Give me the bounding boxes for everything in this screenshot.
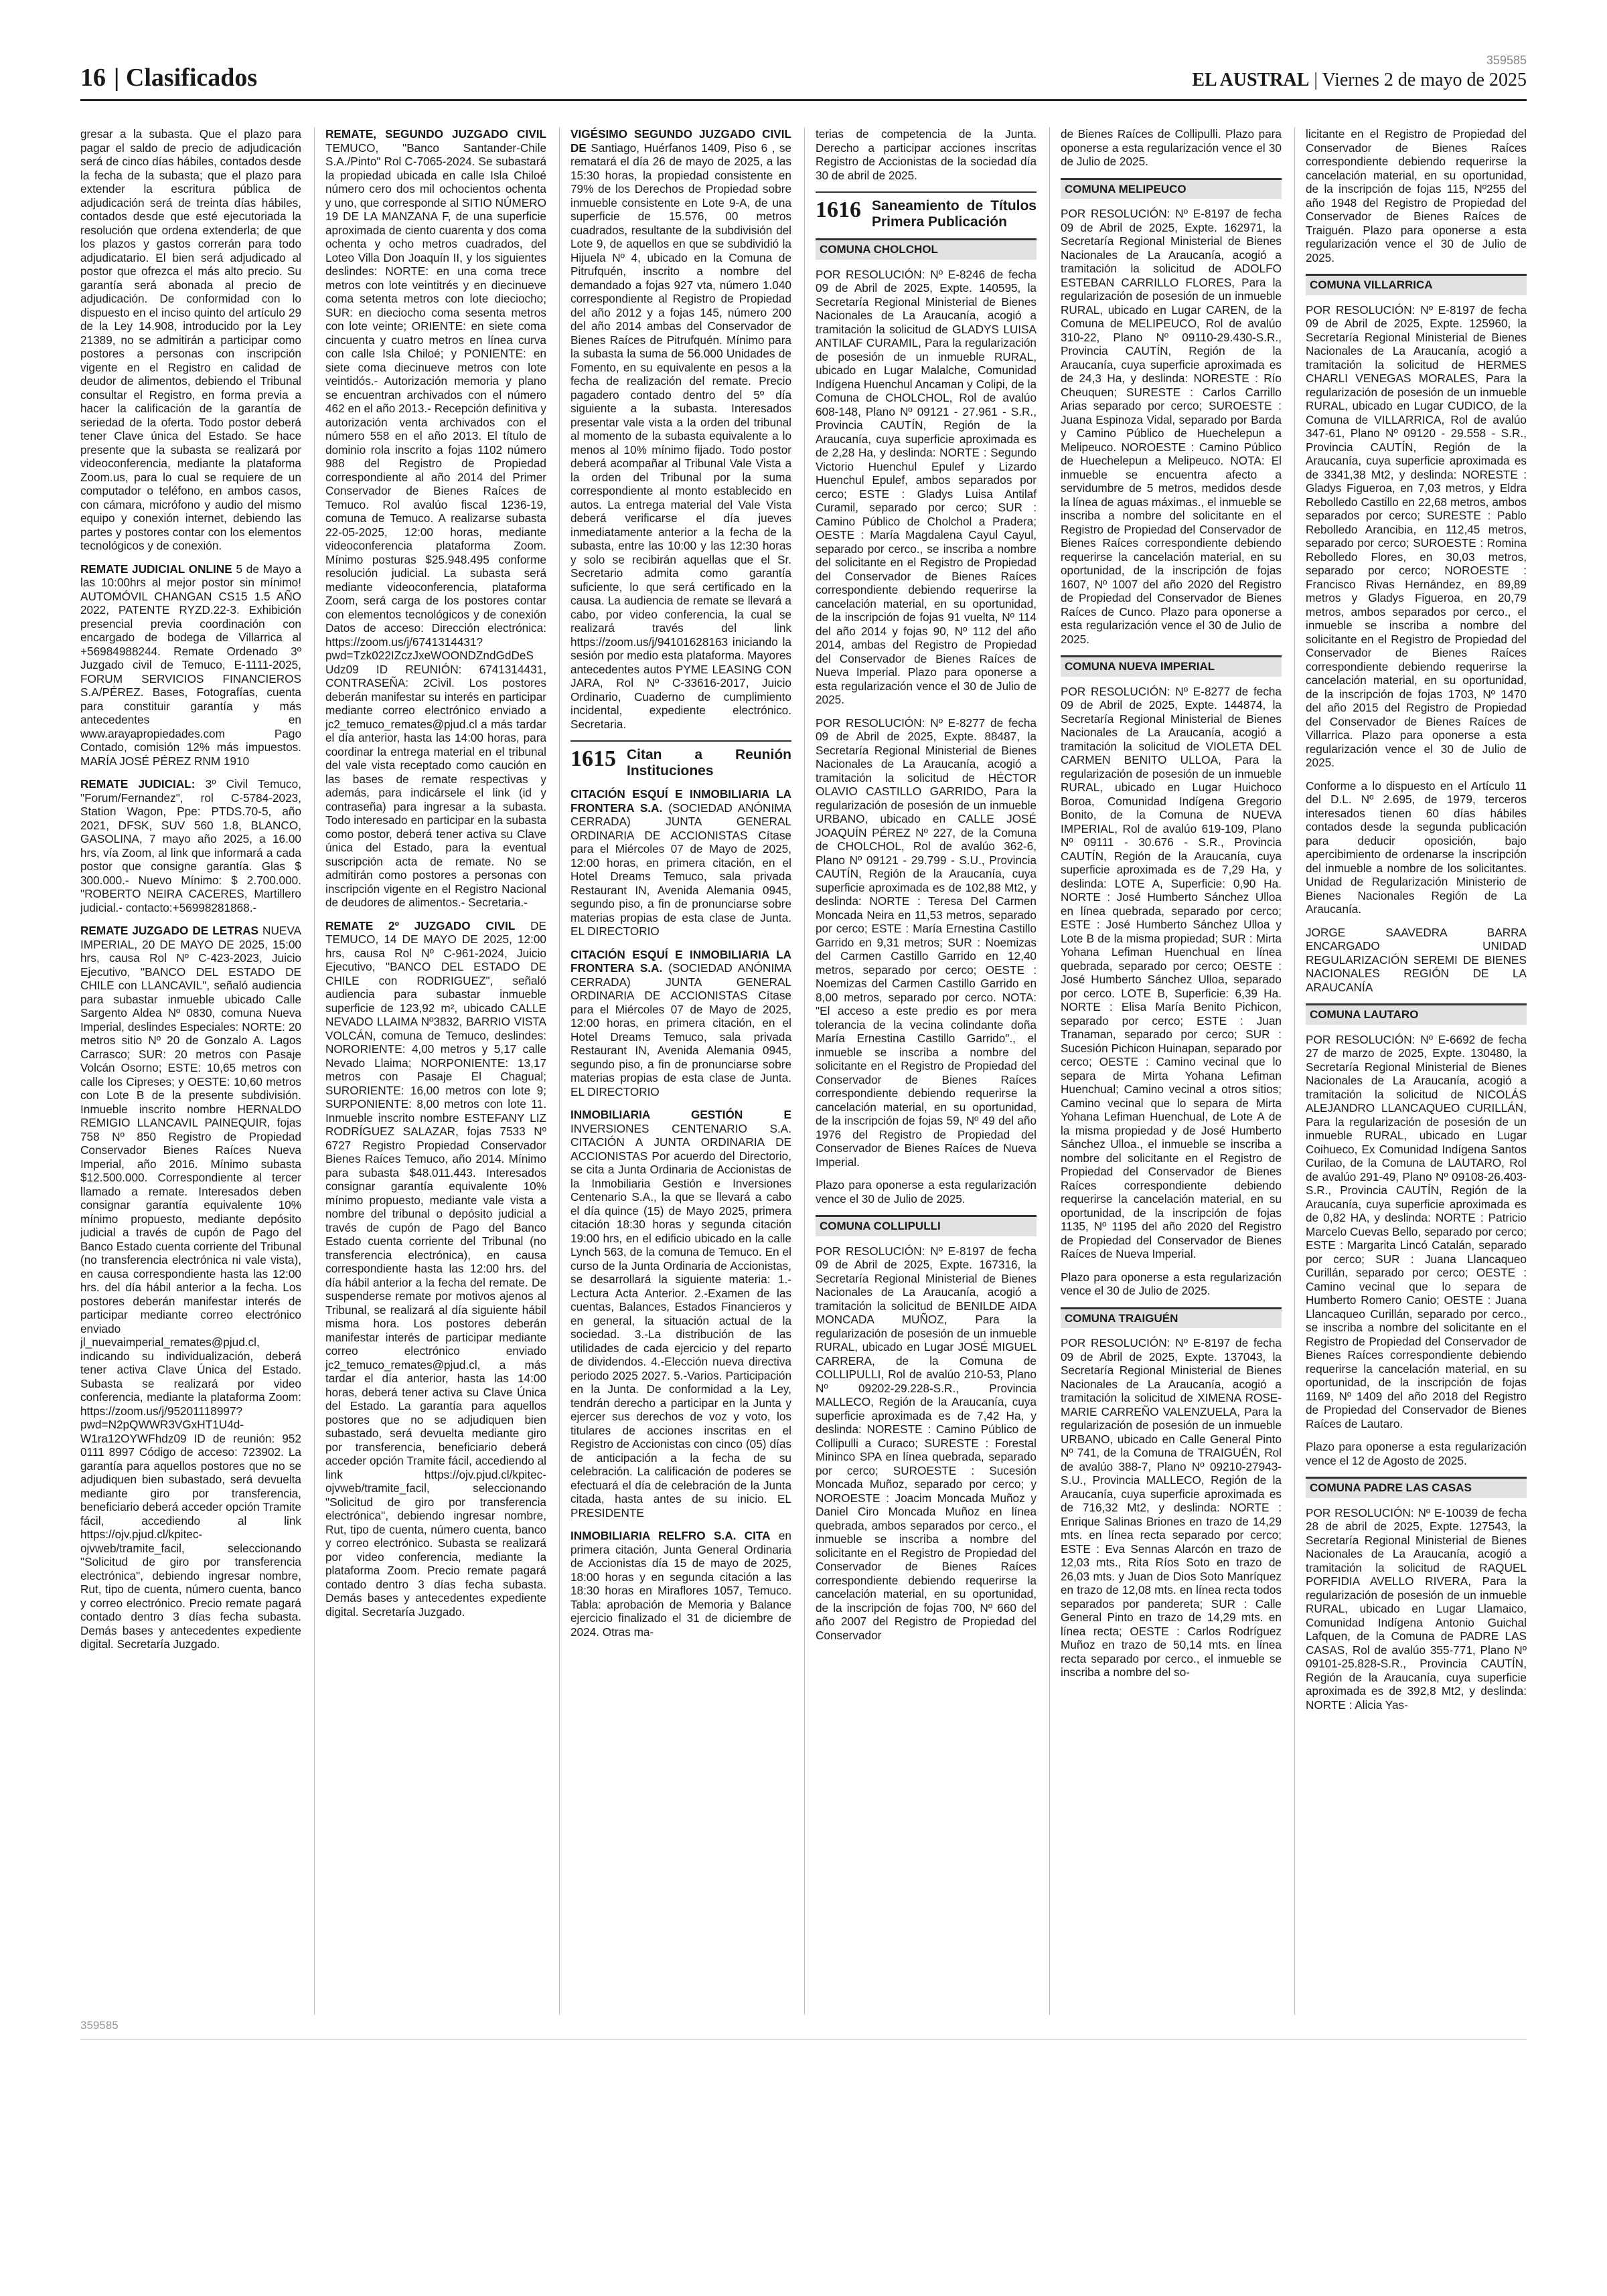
ad-body: 5 de Mayo a las 10:00hrs al mejor postor sin mínimo! AUTOMÓVIL CHANGAN CS15 1.5 AÑO 2022, PATENTE RYZD.22-3. Exhibición presencial previa coordinación con encargado de bodega de Villarrica al +56984988244. Remate Ordenado 3º Juzgado civil de Temuco, E-1111-2025, FORUM SERVICIOS FINANCIEROS S.A/PÉREZ. Bases, Fotografías, cuenta para constituir garantía y más antecedentes en www.arayapropiedades.com Pago Contado, comisión 12% más impuestos. MARÍA JOSÉ PÉREZ RNM 1910 <box>80 562 301 768</box>
column-2 <box>325 127 546 2015</box>
notice-text: POR RESOLUCIÓN: Nº E-8197 de fecha 09 de Abril de 2025, Expte. 162971, la Secretaría Regional Ministerial de Bienes Nacionales de La Araucanía, acogió a tramitación la solicitud de ADOLFO ESTEBAN CARRILLO FLORES, Para la regularización de posesión de un inmueble RURAL, ubicado en Lugar CAREN, de la Comuna de MELIPEUCO, Rol de avalúo 310-22, Plano Nº 09110-29.430-S.R., Provincia CAUTÍN, Región de la Araucanía, cuya superficie aproximada es de 24,3 Ha, y deslinda: NORESTE : Río Cheuquen; SURESTE : Carlos Carrillo Arias separado por cerco; SUROESTE : Juana Espinoza Vidal, separado por Barda y Camino Público de Huechelepun a Melipeuco. NOROESTE : Camino Público de Huechelepun a Melipeuco. NOTA: El inmueble se encuentra afecto a servidumbre de 5 metros, medidos desde la línea de aguas máximas., el inmueble se inscriba a nombre del solicitante en el Registro de Propiedad del Conservador de Bienes Raíces correspondiente debiendo requerirse la cancelación material, en su oportunidad, de la inscripción de fojas 1607, Nº 1007 del año 2020 del Registro de Propiedad del Conservador de Bienes Raíces de Cunco. Plazo para oponerse a esta regularización vence el 30 de Julio de 2025. <box>1061 207 1282 646</box>
classified-ad <box>80 562 301 768</box>
ad-title: INMOBILIARIA RELFRO S.A. CITA <box>570 1529 771 1542</box>
header-rule <box>80 99 1527 101</box>
rubric-number: 1616 <box>816 197 861 222</box>
rubric-header <box>816 191 1037 230</box>
notice-text: licitante en el Registro de Propiedad del Conservador de Bienes Raíces correspondiente debiendo requerirse la cancelación material, en su oportunidad, de la inscripción de fojas 115, Nº255 del año 1948 del Registro de Propiedad del Conservador de Bienes Raíces de Traiguén. Plazo para oponerse a esta regularización vence el 30 de Julio de 2025. <box>1306 127 1527 264</box>
classified-ad <box>570 948 791 1099</box>
column-divider <box>559 127 560 2015</box>
section-heading: COMUNA PADRE LAS CASAS <box>1306 1477 1527 1498</box>
ad-title: REMATE 2º JUZGADO CIVIL <box>325 918 516 932</box>
newspaper-name: EL AUSTRAL <box>1192 70 1310 90</box>
classified-ad <box>570 787 791 938</box>
column-divider <box>314 127 315 2015</box>
section-heading: COMUNA VILLARRICA <box>1306 274 1527 295</box>
notice-text: JORGE SAAVEDRA BARRA ENCARGADO UNIDAD REGULARIZACIÓN SEREMI DE BIENES NACIONALES REGIÓN DE LA ARAUCANÍA <box>1306 925 1527 994</box>
column-divider <box>1294 127 1295 2015</box>
classified-ad <box>80 924 301 1651</box>
column-3 <box>570 127 791 2015</box>
section-heading: COMUNA CHOLCHOL <box>816 238 1037 260</box>
section-heading: COMUNA LAUTARO <box>1306 1003 1527 1025</box>
classified-ad <box>325 919 546 1619</box>
notice-text: Plazo para oponerse a esta regularización vence el 30 de Julio de 2025. <box>1061 1270 1282 1297</box>
bottom-rule <box>80 2039 1527 2040</box>
notice-text: POR RESOLUCIÓN: Nº E-8277 de fecha 09 de Abril de 2025, Expte. 88487, la Secretaría Regional Ministerial de Bienes Nacionales de La Araucanía, acogió a tramitación la solicitud de HÉCTOR OLAVIO CASTILLO GARRIDO, Para la regularización de posesión de un inmueble URBANO, ubicado en CALLE JOSÉ JOAQUÍN PÉREZ Nº 227, de la Comuna de CHOLCHOL, Rol de avalúo 362-6, Plano Nº 09121 - 29.799 - S.U., Provincia CAUTÍN, Región de la Araucanía, cuya superficie aproximada es de 102,88 Mt2, y deslinda: NORTE : Teresa Del Carmen Moncada Neira en 11,53 metros, separado por cerco; ESTE : María Ernestina Castillo Garrido en 9,31 metros; SUR : Noemizas del Carmen Castillo Garrido en 12,40 metros, separado por cerco; OESTE : Noemizas del Carmen Castillo Garrido en 8,00 metros, separado por cerco. NOTA: "El acceso a este predio es por mera tolerancia de la vecina colindante doña María Ernestina Castillo Garrido"., el inmueble se inscriba a nombre del solicitante en el Registro de Propiedad del Conservador de Bienes Raíces correspondiente debiendo requerirse la cancelación material, en su oportunidad, de la inscripción de fojas 59, Nº 49 del año 1976 del Registro de Propiedad del Conservador de Bienes Raíces de Nueva Imperial. <box>816 716 1037 1169</box>
notice-text: POR RESOLUCIÓN: Nº E-8197 de fecha 09 de Abril de 2025, Expte. 125960, la Secretaría Regional Ministerial de Bienes Nacionales de La Araucanía, acogió a tramitación la solicitud de HERMES CHARLI VENEGAS MORALES, Para la regularización de posesión de un inmueble RURAL, ubicado en Lugar CUDICO, de la Comuna de VILLARRICA, Rol de avalúo 347-61, Plano Nº 09120 - 29.558 - S.R., Provincia CAUTÍN, Región de la Araucanía, cuya superficie aproximada es de 3341,38 Mt2, y deslinda: NORESTE : Gladys Figueroa, en 7,03 metros, y Eldra Rebolledo Castillo en 22,68 metros, ambos separados por cerco; SURESTE : Pablo Rebolledo Arancibia, en 112,45 metros, separado por cerco; SUROESTE : Romina Rebolledo Flores, en 30,03 metros, separado por cerco; NOROESTE : Francisco Rivas Hernández, en 89,89 metros y Gladys Figueroa, en 20,79 metros, ambos separados por cerco., el inmueble se inscriba a nombre del solicitante en el Registro de Propiedad del Conservador de Bienes Raíces correspondiente debiendo requerirse la cancelación material, en su oportunidad, de la inscripción de fojas 1703, Nº 1470 del año 2015 del Registro de Propiedad del Conservador de Bienes Raíces de Villarrica. Plazo para oponerse a esta regularización vence el 30 de Julio de 2025. <box>1306 303 1527 769</box>
ad-body: NUEVA IMPERIAL, 20 DE MAYO DE 2025, 15:00 hrs, causa Rol Nº C-423-2023, Juicio Ejecutivo, "BANCO DEL ESTADO DE CHILE con LLANCAVIL", señaló audiencia para subastar inmueble ubicado Calle Sargento Aldea Nº 0830, comuna Nueva Imperial, deslindes Especiales: NORTE: 20 metros sitio Nº 20 de Gonzalo A. Lagos Carrasco; SUR: 20 metros con Pasaje Volcán Osorno; ESTE: 10,65 metros con calle los Cipreses; y OESTE: 10,60 metros con Lote B de la presente subdivisión. Inmueble inscrito nombre HERNALDO REMIGIO LLANCAVIL PAINEQUIR, fojas 758 Nº 850 Registro de Propiedad Conservador Bienes Raíces Nueva Imperial, año 2016. Mínimo subasta $12.500.000. Correspondiente al tercer llamado a remate. Interesados deben consignar garantía equivalente 10% mínimo propuesto, mediante depósito judicial a través de cupón de Pago del Banco Estado cuenta corriente del Tribunal (no transferencia electrónica ni vale vista), en causa correspondiente hasta las 12:00 hrs. del día hábil anterior a la fecha. Los postores deberán manifestar interés de participar mediante correo electrónico enviado jl_nuevaimperial_remates@pjud.cl, indicando su individualización, deberá tener activa Clave Única del Estado. Subasta se realizará por video conferencia, mediante la plataforma Zoom: https://zoom.us/j/95201118997?pwd=N2pQWWR3VGxHT1U4d-W1ra12OYWFhdz09 ID de reunión: 952 0111 8997 Código de acceso: 723902. La garantía para aquellos postores que no se adjudiquen bien subastado, será devuelta mediante giro por transferencia, beneficiario deberá acceder opción Tramite fácil, accediendo al link https://ojv.pjud.cl/kpitec-ojvweb/tramite_facil, seleccionando "Solicitud de giro por transferencia electrónica", debiendo ingresar nombre, Rut, tipo de cuenta, número cuenta, banco y correo electrónico. Precio remate pagará contado dentro 3 días fecha subasta. Demás bases y antecedentes expediente digital. Secretaría Juzgado. <box>80 924 301 1651</box>
page-header <box>80 54 1527 104</box>
section-heading: COMUNA MELIPEUCO <box>1061 178 1282 199</box>
ad-body: en primera citación, Junta General Ordinaria de Accionistas día 15 de mayo de 2025, 18:00 horas y en segunda citación a las 18:30 horas en Miraflores 1057, Temuco. Tabla: aprobación de Memoria y Balance ejercicio finalizado el 31 de diciembre de 2024. Otras ma- <box>570 1529 791 1639</box>
notice-text: Plazo para oponerse a esta regularización vence el 12 de Agosto de 2025. <box>1306 1440 1527 1467</box>
column-divider <box>804 127 805 2015</box>
ad-title: INMOBILIARIA GESTIÓN E <box>570 1108 791 1121</box>
rubric-header <box>570 740 791 779</box>
ad-body: TEMUCO, "Banco Santander-Chile S.A./Pinto" Rol C-7065-2024. Se subastará la propiedad ubicada en calle Isla Chiloé número cero dos mil ochocientos ochenta y uno, que corresponde al SITIO NÚMERO 19 DE LA MANZANA F, de una superficie aproximada de ciento cuarenta y dos coma ochenta y ocho metros cuadrados, del Loteo Villa Don Joaquín II, y los siguientes deslindes: NORTE: en una coma trece metros con lote veintitrés y en diecinueve coma setenta metros con lote dieciocho; SUR: en dieciocho coma sesenta metros con lote veinte; ORIENTE: en siete coma cincuenta y cuatro metros en línea curva con calle Isla Chiloé; y PONIENTE: en siete coma diecinueve metros con lote veintidós.- Autorización memoria y plano se encuentran archivados con el número 462 en el año 2013.- Recepción definitiva y autorización venta archivados con el número 558 en el año 2013. El título de dominio rola inscrito a fojas 1102 número 988 del Registro de Propiedad correspondiente al año 2014 del Primer Conservador de Bienes Raíces de Temuco. Rol avalúo fiscal 1236-19, comuna de Temuco. A realizarse subasta 22-05-2025, 12:00 horas, mediante videoconferencia plataforma Zoom. Mínimo posturas $25.948.495 conforme resolución judicial. La subasta será mediante videoconferencia, plataforma Zoom, será carga de los postores contar con elementos tecnológicos y de conexión Datos de acceso: Dirección electrónica: https://zoom.us/j/6741314431? pwd=Tzk022IZczJxeWOONDZndGdDeS Udz09 ID REUNIÓN: 6741314431, CONTRASEÑA: 2Civil. Los postores deberán manifestar su interés en participar mediante correo electrónico enviado a jc2_temuco_remates@pjud.cl a más tardar el día anterior, hasta las 14:00 horas, para coordinar la entrega material en el tribunal del vale vista receptado como caución en las bases de remate respectivas y además, para indicársele el link (id y contraseña) para ingresar a la subasta. Todo interesado en participar en la subasta como postor, deberá tener activa su Clave única del Estado, para la eventual suscripción acta de remate. No se admitirán como postores a personas con inscripción vigente en el Registro Nacional de deudores de alimentos.- Secretaria.- <box>325 141 546 909</box>
ad-title: REMATE JUDICIAL: <box>80 777 196 791</box>
notice-text: gresar a la subasta. Que el plazo para pagar el saldo de precio de adjudicación será de cinco días hábiles, contados desde la fecha de la subasta; que el plazo para extender la escritura pública de adjudicación será de treinta días hábiles, contados desde que esté ejecutoriada la resolución que ordena extenderla; de que los plazos y gastos correrán para todo adjudicatario. El bien será adjudicado al postor que ofrezca el más alto precio. Su garantía será abonada al precio de adjudicación. De conformidad con lo dispuesto en el inciso quinto del artículo 29 de la Ley 14.908, introducido por la Ley 21389, no se admitirán a participar como postores a personas con inscripción vigente en el Registro en calidad de deudor de alimentos, debiendo el Tribunal consultar el Registro, en forma previa a hacer la calificación de la garantía de seriedad de la oferta. Todo postor deberá tener Clave única del Estado. Se hace presente que la subasta se realizará por videoconferencia, mediante la plataforma Zoom.us, para lo cual se requiere de un computador o teléfono, en ambos casos, con cámara, micrófono y audio del mismo equipo y conexión internet, debiendo las partes y postores contar con los elementos tecnológicos y de conexión. <box>80 127 301 552</box>
classified-ad <box>80 777 301 914</box>
classified-ad <box>570 127 791 731</box>
notice-text: POR RESOLUCIÓN: Nº E-8277 de fecha 09 de Abril de 2025, Expte. 144874, la Secretaría Regional Ministerial de Bienes Nacionales de La Araucanía, acogió a tramitación la solicitud de VIOLETA DEL CARMEN BENITO ULLOA, Para la regularización de posesión de un inmueble RURAL, ubicado en Lugar Huichoco Boroa, Comunidad Indígena Gregorio Bonito, de la Comuna de NUEVA IMPERIAL, Rol de avalúo 619-109, Plano Nº 09111 - 30.676 - S.R., Provincia CAUTÍN, Región de la Araucanía, cuya superficie aproximada es de 7,29 Ha, y deslinda: LOTE A, Superficie: 0,90 Ha. NORTE : José Humberto Sánchez Ulloa en línea quebrada, separado por cerco; ESTE : José Humberto Sánchez Ulloa y Lote B de la misma propiedad; SUR : Mirta Yohana Lefiman Huenchual en línea quebrada, separado por cerco; OESTE : José Humberto Sánchez Ulloa, separado por cerco. LOTE B, Superficie: 6,39 Ha. NORTE : Elisa María Benito Pichicon, separado por cerco; ESTE : Juan Tranaman, separado por cerco; SUR : Sucesión Pichicon Huinapan, separado por cerco; OESTE : Camino vecinal que lo separa de Mirta Yohana Lefiman Huenchual; Camino vecinal a otros sitios; Camino vecinal que lo separa de Mirta Yohana Lefiman Huenchual, de Lote A de la misma propiedad y de José Humberto Sánchez Ulloa., el inmueble se inscriba a nombre del solicitante en el Registro de Propiedad del Conservador de Bienes Raíces correspondiente debiendo requerirse la cancelación material, en su oportunidad, de la inscripción de fojas 1135, Nº 1195 del año 2020 del Registro de Propiedad del Conservador de Bienes Raíces de Nueva Imperial. <box>1061 684 1282 1260</box>
notice-text: terias de competencia de la Junta. Derecho a participar acciones inscritas Registro de Accionistas de la sociedad día 30 de abril de 2025. <box>816 127 1037 182</box>
notice-text: POR RESOLUCIÓN: Nº E-6692 de fecha 27 de marzo de 2025, Expte. 130480, la Secretaría Regional Ministerial de Bienes Nacionales de La Araucanía, acogió a tramitación la solicitud de NICOLÁS ALEJANDRO LLANCAQUEO CURILLÁN, Para la regularización de posesión de un inmueble RURAL, ubicado en Lugar Coihueco, Ex Comunidad Indígena Santos Curilao, de la Comuna de LAUTARO, Rol de avalúo 291-49, Plano Nº 09108-26.403-S.R., Provincia CAUTÍN, Región de la Araucanía, cuya superficie aproximada es de 0,82 HA, y deslinda: NORTE : Patricio Marcelo Cuevas Bello, separado por cerco; ESTE : Margarita Lincó Catalán, separado por cerco; SUR : Juana Llancaqueo Curillán, separado por cerco; OESTE : Camino vecinal que lo separa de Humberto Romero Canio; OESTE : Juana Llancaqueo Curillán, separado por cerco., se inscriba a nombre del solicitante en el Registro de Propiedad del Conservador de Bienes Raíces correspondiente debiendo requerirse la cancelación material, en su oportunidad, de la inscripción de fojas 1169, Nº 1409 del año 2018 del Registro de Propiedad del Conservador de Bienes Raíces de Lautaro. <box>1306 1032 1527 1430</box>
classifieds-columns <box>80 127 1527 2015</box>
section-heading: COMUNA TRAIGUÉN <box>1061 1307 1282 1329</box>
notice-text: POR RESOLUCIÓN: Nº E-8197 de fecha 09 de Abril de 2025, Expte. 137043, la Secretaría Regional Ministerial de Bienes Nacionales de La Araucanía, acogió a tramitación la solicitud de XIMENA ROSE-MARIE CARREÑO VALENZUELA, Para la regularización de posesión de un inmueble URBANO, ubicado en Calle General Pinto Nº 741, de la Comuna de TRAIGUÉN, Rol de avalúo 388-7, Plano Nº 09210-27943-S.U., Provincia MALLECO, Región de la Araucanía, cuya superficie aproximada es de 716,32 Mt2, y deslinda: NORTE : Enrique Salinas Briones en trazo de 14,29 mts. en línea recta separado por cerco; ESTE : Eva Sennas Alarcón en trazo de 12,03 mts., Rita Ríos Soto en trazo de 26,03 mts. y Juan de Dios Soto Manríquez en trazo de 12,08 mts. en línea recta todos separados por pandereta; SUR : Calle General Pinto en trazo de 14,29 mts. en línea recta; OESTE : Carlos Rodríguez Muñoz en trazo de 50,14 mts. en línea recta separado por cerco., el inmueble se inscriba a nombre del so- <box>1061 1336 1282 1679</box>
page-number: 16 <box>80 64 106 92</box>
ad-body: DE TEMUCO, 14 DE MAYO DE 2025, 12:00 hrs, causa Rol Nº C-961-2024, Juicio Ejecutivo, "BANCO DEL ESTADO DE CHILE con RODRIGUEZ", señaló audiencia para subastar inmueble superficie de 123,92 m², ubicado CALLE NEVADO LLAIMA Nº3832, BARRIO VISTA VOLCÁN, comuna de Temuco, deslindes: NORORIENTE: 4,00 metros y 5,17 calle Nevado Llaima; NORPONIENTE: 13,17 metros con Pasaje El Chagual; SURORIENTE: 16,00 metros con lote 9; SURPONIENTE: 8,00 metros con lote 11. Inmueble inscrito nombre ESTEFANY LIZ RODRÍGUEZ SALAZAR, fojas 7533 Nº 6727 Registro Propiedad Conservador Bienes Raíces Temuco, año 2014. Mínimo para subasta $48.011.443. Interesados consignar garantía equivalente 10% mínimo propuesto, mediante vale vista a nombre del tribunal o depósito judicial a través de cupón de Pago del Banco Estado cuenta corriente del Tribunal (no transferencia electrónica), en causa correspondiente hasta las 12:00 hrs. del día hábil anterior a la fecha del remate. De suspenderse remate por motivos ajenos al Tribunal, se realizará al día siguiente hábil misma hora. Los postores deberán manifestar interés de participar mediante correo electrónico enviado jc2_temuco_remates@pjud.cl, a más tardar el día anterior, hasta las 14:00 horas, deberá tener activa su Clave Única del Estado. La garantía para aquellos postores que no se adjudiquen bien subastado, será devuelta mediante giro por transferencia, beneficiario deberá acceder opción Tramite fácil, accediendo al link https://ojv.pjud.cl/kpitec-ojvweb/tramite_facil, seleccionando "Solicitud de giro por transferencia electrónica", debiendo ingresar nombre, Rut, tipo de cuenta, número cuenta, banco y correo electrónico. Subasta se realizará por video conferencia, mediante la plataforma Zoom. Precio remate pagará contado dentro 3 días fecha subasta. Demás bases y antecedentes expediente digital. Secretaría Juzgado. <box>325 918 546 1619</box>
classified-ad <box>570 1108 791 1520</box>
notice-text: Conforme a lo dispuesto en el Artículo 11 del D.L. Nº 2.695, de 1979, terceros interesados tienen 60 días hábiles contados desde la segunda publicación para deducir oposición, bajo apercibimiento de ordenarse la inscripción del inmueble a nombre de los solicitantes. Unidad de Regularización Ministerio de Bienes Nacionales Región de La Araucanía. <box>1306 778 1527 916</box>
ad-title: CITACIÓN ESQUÍ E INMOBILIARIA LA FRONTERA S.A. <box>570 787 791 815</box>
classified-ad <box>325 127 546 910</box>
ad-body: Santiago, Huérfanos 1409, Piso 6 , se rematará el día 26 de mayo de 2025, a las 15:30 horas, la propiedad consistente en 79% de los Derechos de Propiedad sobre inmueble consistente en Lote 9-A, de una superficie de 15.576, 00 metros cuadrados, resultante de la subdivisión del Lote 9, de aquellos en que se subdividió la Hijuela Nº 4, ubicado en la Comuna de Pitrufquén, inscrito a nombre del demandado a fojas 927 vta, número 1.040 correspondiente al Registro de Propiedad del año 2012 y a fojas 145, número 200 del año 2014 ambas del Conservador de Bienes Raíces de Pitrufquén. Mínimo para la subasta la suma de 56.000 Unidades de Fomento, en su equivalente en pesos a la fecha de realización del remate. Precio pagadero contado dentro del 5º día siguiente a la subasta. Interesados presentar vale vista a la orden del tribunal al momento de la subasta equivalente a lo menos al 10% mínimo fijado. Todo postor deberá acompañar al Tribunal Vale Vista a la orden del Tribunal por la suma correspondiente al monto establecido en autos. La entrega material del Vale Vista deberá verificarse el día jueves inmediatamente anterior a la fecha de la subasta, entre las 10:00 y las 12:30 horas y solo se recibirán aquellas que el Sr. Secretario admita como garantía suficiente, lo que será certificado en la causa. La audiencia de remate se llevará a cabo, por video conferencia, la cual se realizará través del link https://zoom.us/j/94101628163 iniciando la sesión por medio esta plataforma. Mayores antecedentes autos PYME LEASING CON JARA, Rol Nº C-33616-2017, Juicio Ordinario, Cuaderno de cumplimiento incidental, expediente electrónico. Secretaria. <box>570 141 791 731</box>
ad-code: 359585 <box>80 2019 119 2032</box>
section-heading: COMUNA COLLIPULLI <box>816 1215 1037 1236</box>
ad-title: REMATE, SEGUNDO JUZGADO CIVIL <box>325 127 546 141</box>
rubric-title: Citan a Reunión Instituciones <box>627 747 791 778</box>
ad-title: CITACIÓN ESQUÍ E INMOBILIARIA LA FRONTERA S.A. <box>570 947 791 975</box>
classified-ad <box>570 1529 791 1639</box>
ad-body: (SOCIEDAD ANÓNIMA CERRADA) JUNTA GENERAL ORDINARIA DE ACCIONISTAS Cítase para el Miércoles 07 de Mayo de 2025, 12:00 horas, en primera citación, en el Hotel Dreams Temuco, sala privada Restaurant IN, Avenida Alemania 0945, segundo piso, a fin de pronunciarse sobre materias propias de esta clase de Junta. EL DIRECTORIO <box>570 801 791 938</box>
section-name: | Clasificados <box>114 64 258 92</box>
notice-text: POR RESOLUCIÓN: Nº E-8197 de fecha 09 de Abril de 2025, Expte. 167316, la Secretaría Regional Ministerial de Bienes Nacionales de La Araucanía, acogió a tramitación la solicitud de BENILDE AIDA MONCADA MUÑOZ, Para la regularización de posesión de un inmueble RURAL, ubicado en Lugar JOSÉ MIGUEL CARRERA, de la Comuna de COLLIPULLI, Rol de avalúo 210-53, Plano Nº 09202-29.228-S.R., Provincia MALLECO, Región de la Araucanía, cuya superficie aproximada es de 7,42 Ha, y deslinda: NORESTE : Camino Público de Collipulli a Curaco; SURESTE : Forestal Mininco SPA en línea quebrada, separado por cerco; SUROESTE : Sucesión Moncada Muñoz, separado por cerco; y NOROESTE : Joacim Moncada Muñoz y Daniel Ciro Moncada Muñoz en línea quebrada, ambos separados por cerco., el inmueble se inscriba a nombre del solicitante en el Registro de Propiedad del Conservador de Bienes Raíces correspondiente debiendo requerirse la cancelación material, en su oportunidad, de la inscripción de fojas 700, Nº 660 del año 2007 del Registro de Propiedad del Conservador <box>816 1244 1037 1642</box>
column-5 <box>1061 127 1282 2015</box>
ad-title: VIGÉSIMO SEGUNDO JUZGADO CIVIL DE <box>570 127 791 155</box>
rubric-number: 1615 <box>570 746 616 771</box>
section-heading: COMUNA NUEVA IMPERIAL <box>1061 655 1282 677</box>
column-1 <box>80 127 301 2015</box>
ad-title: REMATE JUDICIAL ONLINE <box>80 562 232 576</box>
column-6 <box>1306 127 1527 2015</box>
notice-text: de Bienes Raíces de Collipulli. Plazo para oponerse a esta regularización vence el 30 de Julio de 2025. <box>1061 127 1282 168</box>
notice-text: Plazo para oponerse a esta regularización vence el 30 de Julio de 2025. <box>816 1178 1037 1206</box>
ad-title: REMATE JUZGADO DE LETRAS <box>80 924 259 937</box>
ad-body: INVERSIONES CENTENARIO S.A. CITACIÓN A JUNTA ORDINARIA DE ACCIONISTAS Por acuerdo del Directorio, se cita a Junta Ordinaria de Accionistas de la Inmobiliaria Gestión e Inversiones Centenario S.A., la que se llevará a cabo el día quince (15) de Mayo 2025, primera citación 18:30 horas y segunda citación 19:00 hrs, en el edificio ubicado en la calle Lynch 563, de la comuna de Temuco. En el curso de la Junta Ordinaria de Accionistas, se desarrollará la siguiente materia: 1.-Lectura Acta Anterior. 2.-Examen de las cuentas, Balances, Estados Financieros y en general, la situación actual de la sociedad. 3.-La distribución de las utilidades de cada ejercicio y del reparto de dividendos. 4.-Elección nueva directiva periodo 2025 2027. 5.-Varios. Participación en la Junta. De conformidad a la Ley, tendrán derecho a participar en la Junta y ejercer sus derechos de voz y voto, los titulares de acciones inscritas en el Registro de Accionistas con cinco (05) días de anticipación a la fecha de su celebración. La calificación de poderes se efectuará el día de celebración de la Junta citada, hasta antes de su inicio. EL PRESIDENTE <box>570 1121 791 1520</box>
section-title: Clasificados <box>125 64 258 92</box>
rubric-title: Saneamiento de Títulos Primera Publicación <box>872 198 1037 230</box>
ad-code-top: 359585 <box>1486 54 1527 67</box>
column-4 <box>816 127 1037 2015</box>
issue-date: Viernes 2 de mayo de 2025 <box>1322 70 1527 90</box>
ad-body: (SOCIEDAD ANÓNIMA CERRADA) JUNTA GENERAL ORDINARIA DE ACCIONISTAS Cítase para el Miércoles 07 de Mayo de 2025, 12:00 horas, en primera citación, en el Hotel Dreams Temuco, sala privada Restaurant IN, Avenida Alemania 0945, segundo piso, a fin de pronunciarse sobre materias propias de esta clase de Junta. EL DIRECTORIO <box>570 961 791 1098</box>
ad-body: 3º Civil Temuco, "Forum/Fernandez", rol C-5784-2023, Station Wagon, Ppe: PTDS.70-5, año 2021, DFSK, SUV 560 1.8, BLANCO, GASOLINA, 7 mayo año 2025, a 16.00 hrs, vía Zoom, al link que informará a cada postor que consigne garantía. Glas $ 300.000.- Nuevo Mínimo: $ 2.700.000. "ROBERTO NEIRA CACERES, Martillero judicial.- contacto:+56998281868.- <box>80 777 301 914</box>
notice-text: POR RESOLUCIÓN: Nº E-10039 de fecha 28 de abril de 2025, Expte. 127543, la Secretaría Regional Ministerial de Bienes Nacionales de La Araucanía, acogió a tramitación la solicitud de RAQUEL PORFIDIA AVELLO RIVERA, Para la regularización de posesión de un inmueble RURAL, ubicado en Lugar Llamaico, Comunidad Indígena Antonio Guichal Lafquen, de la Comuna de PADRE LAS CASAS, Rol de avalúo 355-771, Plano Nº 09101-25.828-S.R., Provincia CAUTÍN, Región de la Araucanía, cuya superficie aproximada es de 392,8 Mt2, y deslinda: NORTE : Alicia Yas- <box>1306 1505 1527 1712</box>
newspaper-brand: EL AUSTRAL | Viernes 2 de mayo de 2025 <box>1192 70 1527 90</box>
notice-text: POR RESOLUCIÓN: Nº E-8246 de fecha 09 de Abril de 2025, Expte. 140595, la Secretaría Regional Ministerial de Bienes Nacionales de La Araucanía, acogió a tramitación la solicitud de GLADYS LUISA ANTILAF CURAMIL, Para la regularización de posesión de un inmueble RURAL, ubicado en Lugar Malalche, Comunidad Indígena Huenchul Ancaman y Colipi, de la Comuna de CHOLCHOL, Rol de avalúo 608-148, Plano Nº 09121 - 27.961 - S.R., Provincia CAUTÍN, Región de la Araucanía, cuya superficie aproximada es de 2,28 Ha, y deslinda: NORTE : Segundo Victorio Huenchul Epulef y Lizardo Huenchul Epulef, ambos separados por cerco; ESTE : Gladys Luisa Antilaf Curamil, separado por cerco; SUR : Camino Público de Cholchol a Pradera; OESTE : María Magdalena Cayul Cayul, separado por cerco., se inscriba a nombre del solicitante en el Registro de Propiedad del Conservador de Bienes Raíces correspondiente debiendo requerirse la cancelación material, en su oportunidad, de la inscripción de fojas 91 vuelta, Nº 114 del año 2014 y fojas 90, Nº 112 del año 2014, ambas del Registro de Propiedad del Conservador de Bienes Raíces de Nueva Imperial. Plazo para oponerse a esta regularización vence el 30 de Julio de 2025. <box>816 267 1037 706</box>
column-divider <box>1049 127 1050 2015</box>
